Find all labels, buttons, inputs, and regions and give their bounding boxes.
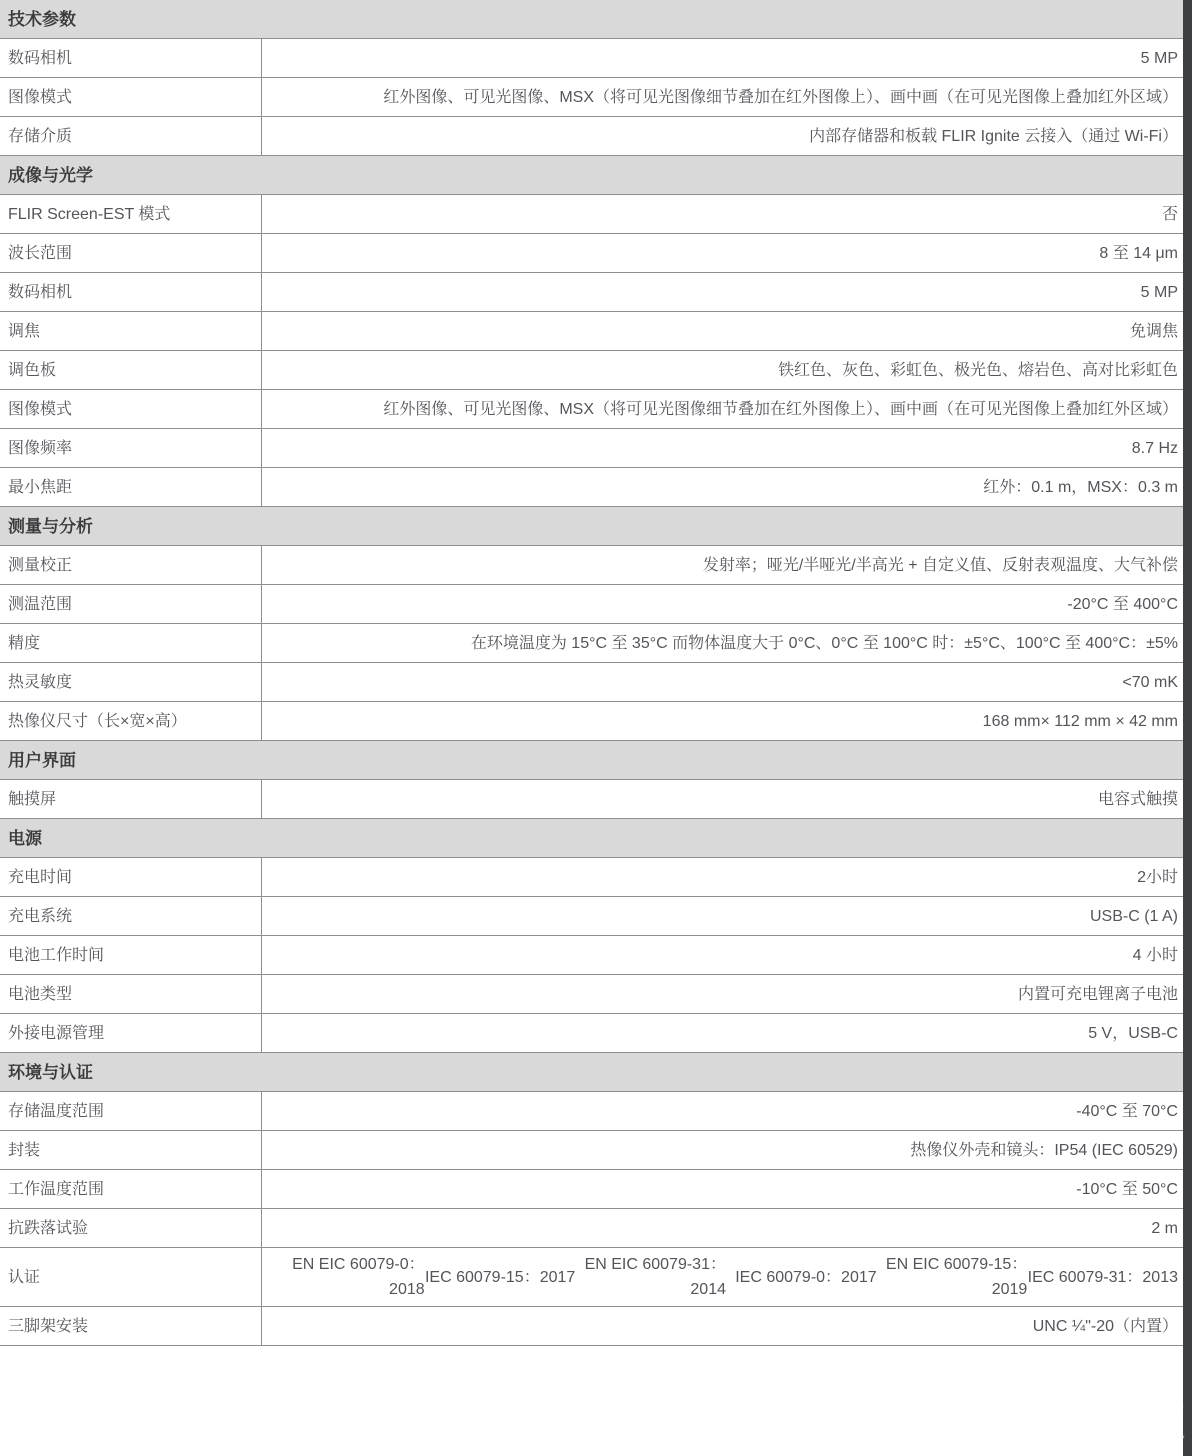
section-rows xyxy=(0,39,1192,156)
spec-label: 存储温度范围 xyxy=(0,1092,262,1130)
spec-value-line: IEC 60079-31：2013 xyxy=(1027,1268,1178,1286)
spec-label: 抗跌落试验 xyxy=(0,1209,262,1247)
spec-value xyxy=(262,1092,1192,1130)
section-header: 技术参数 xyxy=(0,0,1192,39)
spec-row xyxy=(0,936,1192,975)
spec-row xyxy=(0,1092,1192,1131)
spec-value-text: -20°C 至 400°C xyxy=(1067,595,1178,613)
spec-row xyxy=(0,546,1192,585)
spec-row xyxy=(0,858,1192,897)
spec-row xyxy=(0,468,1192,507)
section-rows xyxy=(0,1092,1192,1346)
spec-value-text: 在环境温度为 15°C 至 35°C 而物体温度大于 0°C、0°C 至 100°C 时：±5°C、100°C 至 400°C：±5% xyxy=(470,634,1178,652)
spec-value-text: 2 m xyxy=(1151,1219,1178,1237)
spec-row xyxy=(0,624,1192,663)
spec-value-text: 否 xyxy=(1161,205,1178,223)
spec-label: 存储介质 xyxy=(0,117,262,155)
spec-value xyxy=(262,429,1192,467)
spec-label: 调色板 xyxy=(0,351,262,389)
spec-label: 数码相机 xyxy=(0,273,262,311)
spec-row xyxy=(0,273,1192,312)
table-right-border xyxy=(1183,0,1192,1456)
spec-value-text: 4 小时 xyxy=(1132,946,1178,964)
spec-value xyxy=(262,195,1192,233)
spec-section xyxy=(0,0,1192,156)
spec-value xyxy=(262,1307,1192,1345)
spec-row xyxy=(0,312,1192,351)
spec-value-text: 红外图像、可见光图像、MSX（将可见光图像细节叠加在红外图像上）、画中画（在可见光图像上叠加红外区域） xyxy=(383,88,1178,106)
spec-value-line: IEC 60079-15：2017 xyxy=(424,1268,576,1286)
spec-label: 封装 xyxy=(0,1131,262,1169)
spec-label: FLIR Screen-EST 模式 xyxy=(0,195,262,233)
spec-value xyxy=(262,1170,1192,1208)
spec-value-text: 168 mm× 112 mm × 42 mm xyxy=(982,712,1178,730)
spec-label: 热像仪尺寸（长×宽×高） xyxy=(0,702,262,740)
spec-row xyxy=(0,585,1192,624)
spec-row xyxy=(0,429,1192,468)
spec-value xyxy=(262,1014,1192,1052)
section-header: 测量与分析 xyxy=(0,507,1192,546)
section-header: 成像与光学 xyxy=(0,156,1192,195)
spec-section xyxy=(0,741,1192,819)
spec-row xyxy=(0,117,1192,156)
section-rows xyxy=(0,858,1192,1053)
spec-label: 波长范围 xyxy=(0,234,262,272)
section-rows xyxy=(0,546,1192,741)
spec-row xyxy=(0,897,1192,936)
spec-value xyxy=(262,1209,1192,1247)
spec-value-text: 铁红色、灰色、彩虹色、极光色、熔岩色、高对比彩虹色 xyxy=(777,361,1178,379)
spec-value xyxy=(262,468,1192,506)
spec-row xyxy=(0,663,1192,702)
spec-value-text: 5 MP xyxy=(1140,283,1178,301)
spec-label: 工作温度范围 xyxy=(0,1170,262,1208)
spec-value xyxy=(262,702,1192,740)
spec-value-text: 内部存储器和板载 FLIR Ignite 云接入（通过 Wi-Fi） xyxy=(809,127,1178,145)
spec-value xyxy=(262,780,1192,818)
spec-row xyxy=(0,234,1192,273)
spec-value-text: 8 至 14 μm xyxy=(1099,244,1178,262)
spec-value xyxy=(262,78,1192,116)
spec-label: 最小焦距 xyxy=(0,468,262,506)
spec-row xyxy=(0,1014,1192,1053)
spec-label: 精度 xyxy=(0,624,262,662)
spec-row xyxy=(0,1170,1192,1209)
spec-value xyxy=(262,1248,1192,1306)
spec-value-text: -10°C 至 50°C xyxy=(1076,1180,1178,1198)
section-header: 电源 xyxy=(0,819,1192,858)
spec-value-text: -40°C 至 70°C xyxy=(1076,1102,1178,1120)
spec-label: 触摸屏 xyxy=(0,780,262,818)
spec-value-text: <70 mK xyxy=(1122,673,1178,691)
spec-row xyxy=(0,39,1192,78)
spec-value xyxy=(262,663,1192,701)
spec-label: 电池类型 xyxy=(0,975,262,1013)
spec-label: 外接电源管理 xyxy=(0,1014,262,1052)
spec-value-text: 免调焦 xyxy=(1129,322,1178,340)
spec-value xyxy=(262,117,1192,155)
spec-value xyxy=(262,39,1192,77)
spec-value xyxy=(262,273,1192,311)
spec-value xyxy=(262,546,1192,584)
spec-label: 测量校正 xyxy=(0,546,262,584)
spec-value-line: EN EIC 60079-31：2014 xyxy=(584,1256,726,1298)
spec-value xyxy=(262,390,1192,428)
spec-value xyxy=(262,312,1192,350)
spec-row xyxy=(0,780,1192,819)
spec-row xyxy=(0,1307,1192,1346)
spec-value xyxy=(262,1131,1192,1169)
spec-value-line: EN EIC 60079-15：2019 xyxy=(885,1256,1028,1298)
section-header: 用户界面 xyxy=(0,741,1192,780)
spec-row xyxy=(0,1209,1192,1248)
spec-section xyxy=(0,819,1192,1053)
spec-value-text: 内置可充电锂离子电池 xyxy=(1017,985,1178,1003)
spec-label: 热灵敏度 xyxy=(0,663,262,701)
spec-value xyxy=(262,351,1192,389)
watermark: 电子发烧友 xyxy=(946,1394,1186,1446)
spec-label: 充电时间 xyxy=(0,858,262,896)
spec-value xyxy=(262,936,1192,974)
spec-row xyxy=(0,702,1192,741)
spec-row xyxy=(0,390,1192,429)
spec-row xyxy=(0,195,1192,234)
spec-value-text: 5 MP xyxy=(1140,49,1178,67)
spec-row xyxy=(0,1248,1192,1307)
spec-label: 充电系统 xyxy=(0,897,262,935)
spec-value-text: 发射率；哑光/半哑光/半高光 + 自定义值、反射表观温度、大气补偿 xyxy=(702,556,1178,574)
spec-value-line: IEC 60079-0：2017 xyxy=(735,1268,877,1286)
spec-label: 调焦 xyxy=(0,312,262,350)
spec-row xyxy=(0,78,1192,117)
spec-value xyxy=(262,234,1192,272)
spec-value xyxy=(262,624,1192,662)
spec-label: 电池工作时间 xyxy=(0,936,262,974)
spec-value xyxy=(262,897,1192,935)
spec-value-text: USB-C (1 A) xyxy=(1089,907,1178,925)
spec-value xyxy=(262,585,1192,623)
spec-label: 数码相机 xyxy=(0,39,262,77)
spec-section xyxy=(0,507,1192,741)
spec-value-text: 电容式触摸 xyxy=(1097,790,1178,808)
section-header: 环境与认证 xyxy=(0,1053,1192,1092)
spec-row xyxy=(0,975,1192,1014)
spec-label: 认证 xyxy=(0,1248,262,1306)
spec-value-text: UNC ¼"-20（内置） xyxy=(1032,1317,1178,1335)
spec-section xyxy=(0,1053,1192,1346)
section-rows xyxy=(0,780,1192,819)
spec-value-text: 2小时 xyxy=(1137,868,1178,886)
spec-row xyxy=(0,351,1192,390)
spec-label: 图像模式 xyxy=(0,78,262,116)
spec-value xyxy=(262,975,1192,1013)
spec-row xyxy=(0,1131,1192,1170)
spec-value-text: 热像仪外壳和镜头：IP54 (IEC 60529) xyxy=(910,1141,1178,1159)
spec-value-text: 5 V，USB-C xyxy=(1088,1024,1178,1042)
spec-label: 三脚架安装 xyxy=(0,1307,262,1345)
spec-label: 图像模式 xyxy=(0,390,262,428)
spec-value-line: EN EIC 60079-0：2018 xyxy=(292,1256,425,1298)
spec-section xyxy=(0,156,1192,507)
section-rows xyxy=(0,195,1192,507)
spec-value-text: 红外：0.1 m，MSX：0.3 m xyxy=(983,478,1178,496)
spec-label: 测温范围 xyxy=(0,585,262,623)
spec-value-text: 8.7 Hz xyxy=(1131,439,1178,457)
spec-label: 图像频率 xyxy=(0,429,262,467)
spec-value-text: 红外图像、可见光图像、MSX（将可见光图像细节叠加在红外图像上）、画中画（在可见光图像上叠加红外区域） xyxy=(383,400,1178,418)
spec-value xyxy=(262,858,1192,896)
